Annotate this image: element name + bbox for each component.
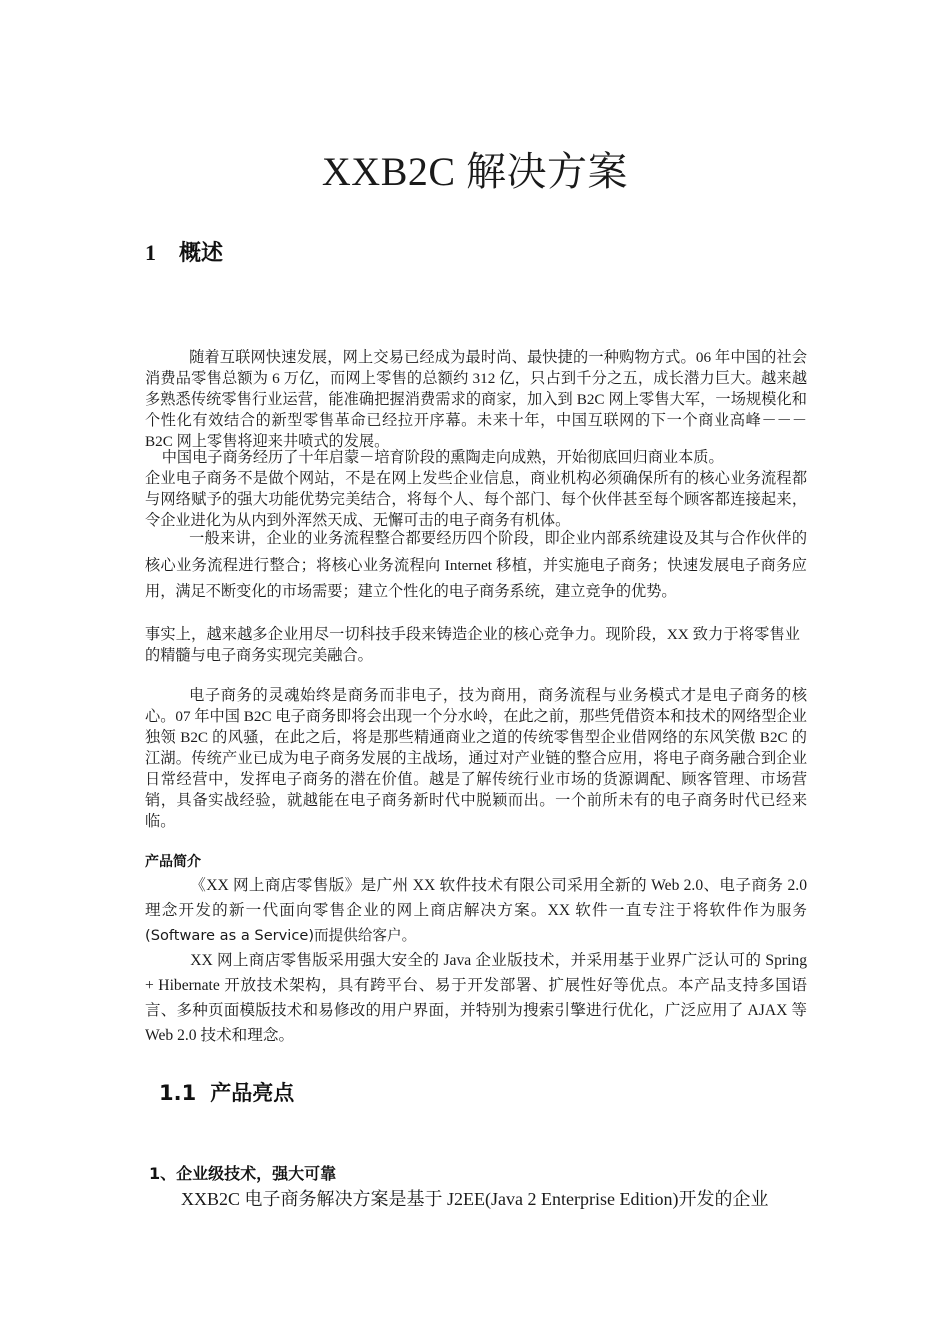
section-1-1-number: 1.1 [159,1081,197,1105]
product-intro-heading: 产品简介 [145,854,201,870]
product-intro-paragraph-2: XX 网上商店零售版采用强大安全的 Java 企业版技术，并采用基于业界广泛认可的 Spring + Hibernate 开放技术架构，具有跨平台、易于开发部署、扩展性好等优点。本产品支持多国语言、多种页面模版技术和易修改的用户界面，并特别为搜索引擎进行优化，广泛应用了 AJAX 等 Web 2.0 技术和理念。 [145,952,807,1044]
intro-paragraph-3: 一般来讲，企业的业务流程整合都要经历四个阶段，即企业内部系统建设及其与合作伙伴的核心业务流程进行整合；将核心业务流程向 Internet 移植，并实施电子商务；快速发展电子商务应用，满足不断变化的市场需要；建立个性化的电子商务系统，建立竞争的优势。 [145,530,807,600]
section-1-number: 1 [145,240,156,265]
intro-paragraph-2b: 企业电子商务不是做个网站，不是在网上发些企业信息，商业机构必须确保所有的核心业务流程都与网络赋予的强大功能优势完美结合，将每个人、每个部门、每个伙伴甚至每个顾客都连接起来，令企业进化为从内到外浑然天成、无懈可击的电子商务有机体。 [145,470,807,529]
document-title: XXB2C 解决方案 [321,149,629,194]
section-1-1-heading [159,1077,294,1107]
section-1-1-title: 产品亮点 [210,1081,295,1105]
intro-paragraph-1: 随着互联网快速发展，网上交易已经成为最时尚、最快捷的一种购物方式。06 年中国的社会消费品零售总额为 6 万亿，而网上零售的总额约 312 亿，只占到千分之五，成长潜力巨大。越来越多熟悉传统零售行业运营，能准确把握消费需求的商家，加入到 B2C 网上零售大军，一场规模化和个性化有效结合的新型零售革命已经拉开序幕。未来十年，中国互联网的下一个商业高峰－－－B2C 网上零售将迎来井喷式的发展。 [145,349,807,450]
product-intro-paragraph-1 [145,873,807,948]
product-intro-paragraph-1-main: 《XX 网上商店零售版》是广州 XX 软件技术有限公司采用全新的 Web 2.0、电子商务 2.0 理念开发的新一代面向零售企业的网上商店解决方案。XX 软件一直专注于将软件作为 [145,877,807,919]
intro-paragraph-5: 电子商务的灵魂始终是商务而非电子，技为商用，商务流程与业务模式才是电子商务的核心。07 年中国 B2C 电子商务即将会出现一个分水岭，在此之前，那些凭借资本和技术的网络型企业独领 B2C 的风骚，在此之后，将是那些精通商业之道的传统零售型企业借网络的东风笑傲 B2C 的江湖。传统产业已成为电子商务发展的主战场，通过对产业链的整合应用，将电子商务融合到企业日常经营中，发挥电子商务的潜在价值。越是了解传统行业市场的货源调配、顾客管理、市场营销，具备实战经验，就越能在电子商务新时代中脱颖而出。一个前所未有的电子商务时代已经来临。 [145,687,807,830]
intro-paragraph-2a: 中国电子商务经历了十年启蒙－培育阶段的熏陶走向成熟，开始彻底回归商业本质。 [161,449,724,466]
section-1-heading [145,236,223,267]
section-1-title: 概述 [179,241,224,266]
feature-1-text: XXB2C 电子商务解决方案是基于 J2EE(Java 2 Enterprise Edition)开发的企业 [181,1189,769,1209]
feature-1-heading: 1、企业级技术，强大可靠 [149,1164,337,1183]
intro-paragraph-4: 事实上，越来越多企业用尽一切科技手段来铸造企业的核心竞争力。现阶段，XX 致力于将零售业的精髓与电子商务实现完美融合。 [145,626,800,664]
product-intro-paragraph-1-tail: 服务(Software as a Service)而提供给客户。 [145,902,807,944]
